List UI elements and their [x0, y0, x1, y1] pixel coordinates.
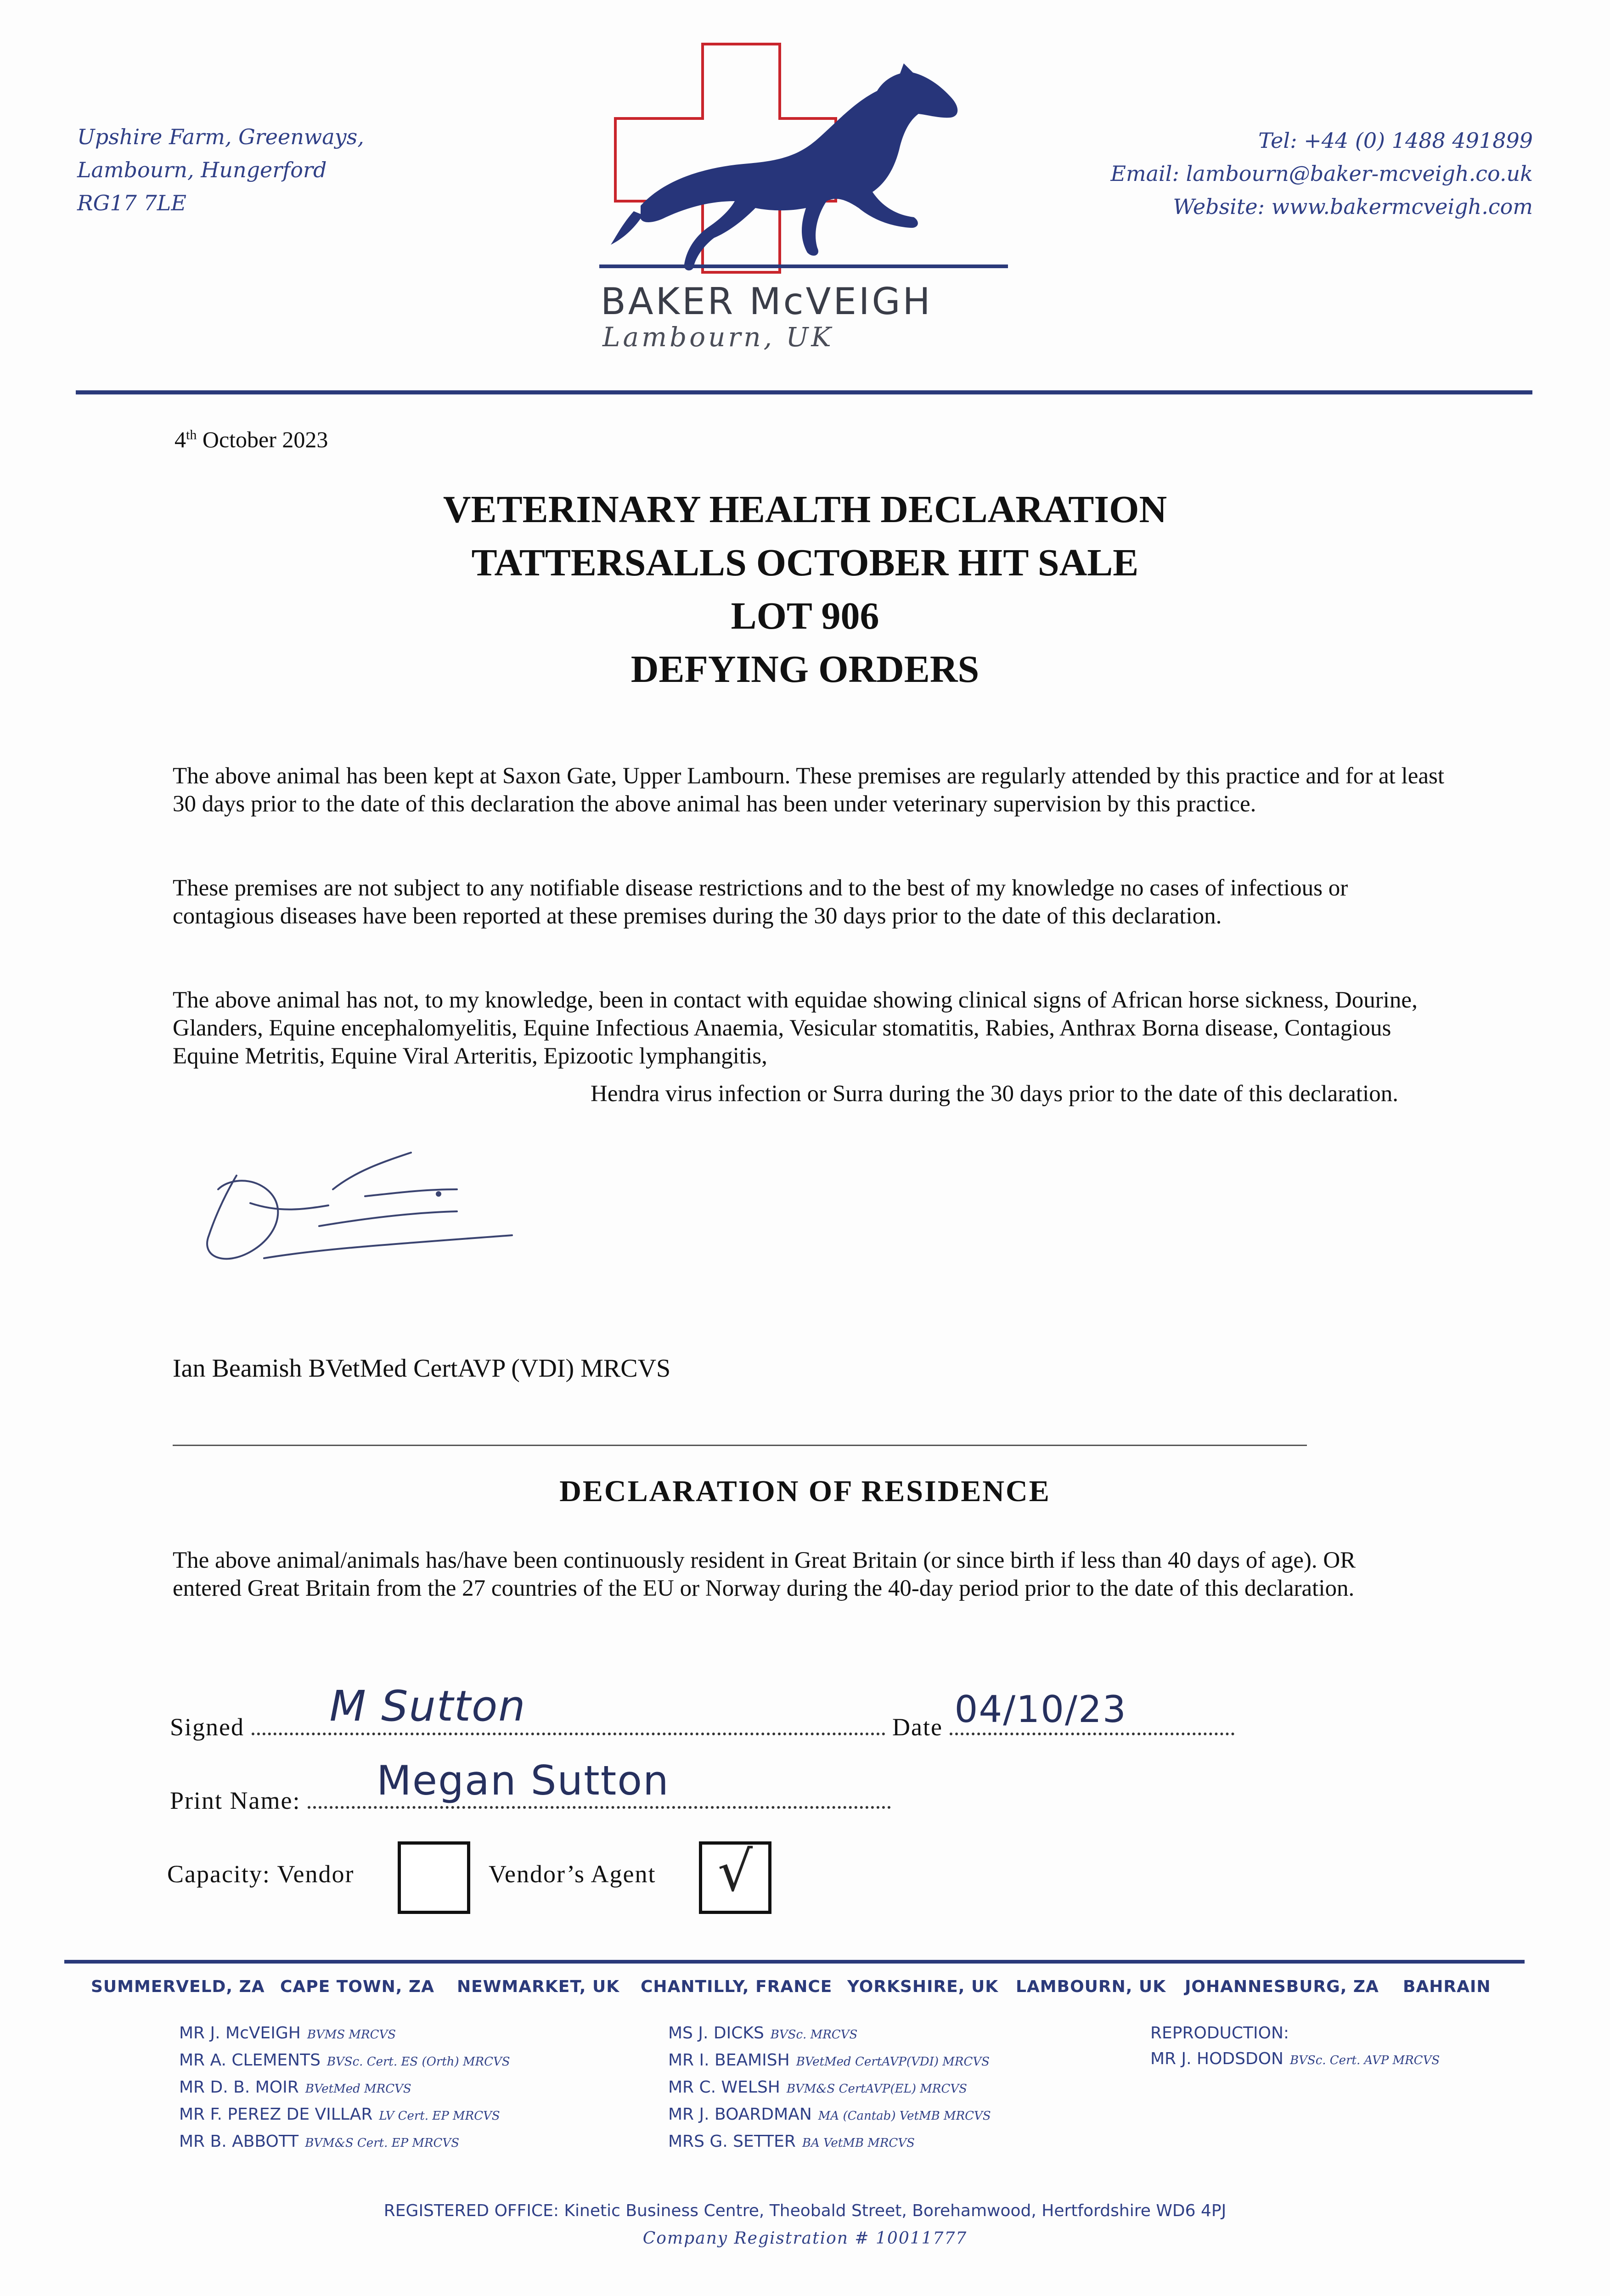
vet-name: Ian Beamish BVetMed CertAVP (VDI) MRCVS	[173, 1354, 671, 1383]
premises-paragraph: The above animal has been kept at Saxon Gate, Upper Lambourn. These premises are regularly attended by this practice and for at least 30 days prior to the date of this declaration the above animal has been under veterinary supervision by this practice.	[173, 763, 1445, 817]
office-location: JOHANNESBURG, ZA	[1185, 1977, 1379, 1996]
company-registration: Company Registration # 10011777	[642, 2229, 968, 2248]
vet-signature	[181, 1120, 558, 1277]
address-line: Upshire Farm, Greenways,	[77, 124, 364, 149]
office-location: BAHRAIN	[1403, 1977, 1491, 1996]
office-location: SUMMERVELD, ZA	[91, 1977, 265, 1996]
residence-heading: DECLARATION OF RESIDENCE	[559, 1474, 1051, 1508]
date-rest: October 2023	[202, 427, 328, 452]
vendor-agent-checkbox[interactable]	[699, 1841, 771, 1914]
telephone: Tel: +44 (0) 1488 491899	[1258, 128, 1533, 153]
capacity-row	[167, 1860, 354, 1888]
date-day: 4	[175, 427, 186, 452]
staff-member: MR J. McVEIGH BVMS MRCVS	[179, 2024, 396, 2043]
print-name-line[interactable]	[308, 1757, 891, 1809]
footer-divider	[64, 1960, 1525, 1964]
office-location: NEWMARKET, UK	[457, 1977, 620, 1996]
signed-row	[170, 1682, 1234, 1741]
vendor-signature: M Sutton	[329, 1682, 526, 1731]
contact-details	[1110, 124, 1533, 223]
capacity-label: Capacity:	[167, 1860, 270, 1888]
vendor-agent-label: Vendor’s Agent	[489, 1860, 656, 1888]
staff-member: MRS G. SETTER BA VetMB MRCVS	[668, 2132, 915, 2151]
print-name-label: Print Name:	[170, 1787, 301, 1814]
staff-member: MR F. PEREZ DE VILLAR LV Cert. EP MRCVS	[179, 2105, 500, 2124]
signed-label: Signed	[170, 1713, 245, 1741]
office-location: CHANTILLY, FRANCE	[641, 1977, 833, 1996]
staff-member: MS J. DICKS BVSc. MRCVS	[668, 2024, 858, 2043]
header-divider	[76, 390, 1532, 394]
practice-address	[77, 120, 364, 219]
office-location: CAPE TOWN, ZA	[280, 1977, 434, 1996]
title-line: TATTERSALLS OCTOBER HIT SALE	[471, 541, 1139, 584]
staff-member: MR J. BOARDMAN MA (Cantab) VetMB MRCVS	[668, 2105, 991, 2124]
address-line: RG17 7LE	[77, 191, 186, 215]
print-name-row	[170, 1757, 891, 1815]
brand-location: Lambourn, UK	[602, 321, 834, 353]
document-title	[0, 483, 1610, 696]
office-location: LAMBOURN, UK	[1016, 1977, 1166, 1996]
brand-name: BAKER McVEIGH	[601, 280, 933, 323]
handwritten-date: 04/10/23	[954, 1688, 1127, 1731]
reproduction-column	[1150, 2020, 1440, 2073]
contact-paragraph-continued: Hendra virus infection or Surra during the 30 days prior to the date of this declaration.	[591, 1081, 1399, 1107]
email: Email: lambourn@baker-mcveigh.co.uk	[1110, 161, 1533, 186]
staff-member: MR I. BEAMISH BVetMed CertAVP(VDI) MRCVS	[668, 2051, 990, 2070]
printed-name: Megan Sutton	[376, 1757, 670, 1804]
staff-member: MR A. CLEMENTS BVSc. Cert. ES (Orth) MRCVS	[179, 2051, 510, 2070]
date-line[interactable]	[950, 1688, 1234, 1735]
staff-column-1	[179, 2020, 510, 2156]
staff-member: MR J. HODSDON BVSc. Cert. AVP MRCVS	[1150, 2049, 1440, 2068]
date-suffix: th	[186, 427, 197, 443]
registered-office: REGISTERED OFFICE: Kinetic Business Centre, Theobald Street, Borehamwood, Hertfordshire WD6 4PJ	[383, 2201, 1227, 2220]
date-label: Date	[892, 1713, 943, 1741]
staff-column-2	[668, 2020, 991, 2156]
title-line: DEFYING ORDERS	[630, 648, 980, 691]
staff-member: MR C. WELSH BVM&S CertAVP(EL) MRCVS	[668, 2078, 967, 2097]
title-line: LOT 906	[731, 595, 879, 637]
vendor-checkbox[interactable]	[398, 1841, 470, 1914]
residence-paragraph: The above animal/animals has/have been continuously resident in Great Britain (or since birth if less than 40 days of age). OR entered Great Britain from the 27 countries of the EU or Norway during the 40-day period prior to the date of this declaration.	[173, 1548, 1356, 1601]
check-mark-icon: √	[717, 1840, 753, 1904]
vendor-label: Vendor	[277, 1860, 355, 1888]
section-divider	[173, 1445, 1307, 1446]
contact-paragraph: The above animal has not, to my knowledge, been in contact with equidae showing clinical signs of African horse sickness, Dourine, Glanders, Equine encephalomyelitis, Equine Infectious Anaemia, Vesicular stomatitis, Rabies, Anthrax Borna disease, Contagious Equine Metritis, Equine Viral Arteritis, Epizootic lymphangitis,	[173, 987, 1418, 1069]
cross-and-horse-logo-icon	[597, 40, 1010, 275]
title-line: VETERINARY HEALTH DECLARATION	[443, 488, 1167, 531]
reproduction-label: REPRODUCTION:	[1150, 2024, 1289, 2043]
staff-member: MR D. B. MOIR BVetMed MRCVS	[179, 2078, 411, 2097]
document-date	[175, 426, 328, 453]
office-location: YORKSHIRE, UK	[847, 1977, 999, 1996]
website: Website: www.bakermcveigh.com	[1173, 194, 1533, 219]
disease-restrictions-paragraph: These premises are not subject to any notifiable disease restrictions and to the best of my knowledge no cases of infectious or contagious diseases have been reported at these premises during the 30 days prior to the date of this declaration.	[173, 875, 1348, 929]
signature-line[interactable]	[252, 1682, 885, 1735]
staff-member: MR B. ABBOTT BVM&S Cert. EP MRCVS	[179, 2132, 460, 2151]
address-line: Lambourn, Hungerford	[77, 158, 327, 182]
